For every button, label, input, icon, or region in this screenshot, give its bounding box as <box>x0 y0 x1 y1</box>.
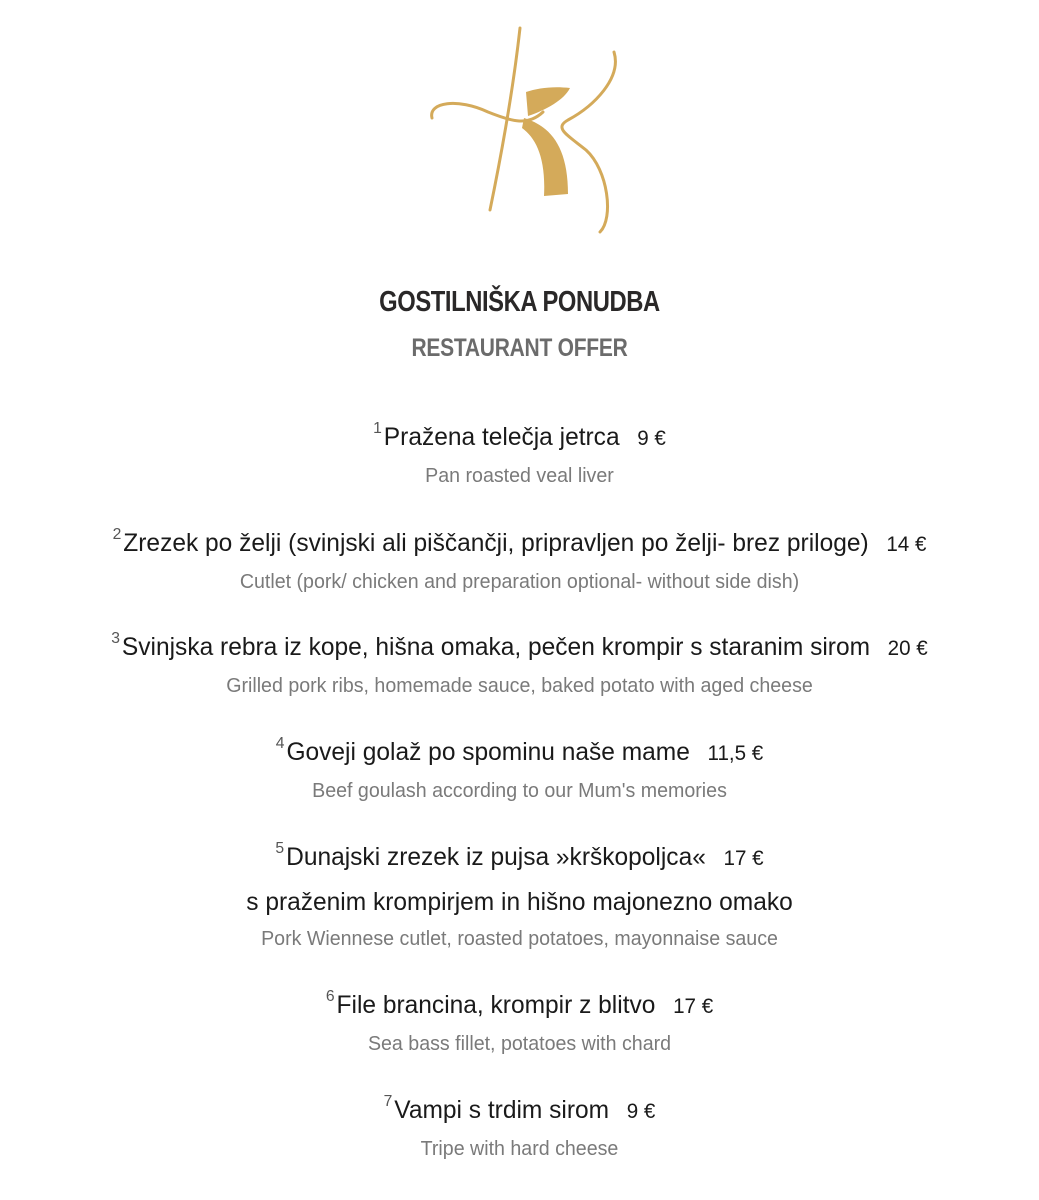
menu-item <box>0 832 1039 953</box>
item-number: 1 <box>373 420 382 437</box>
dish-price: 9 € <box>626 1100 656 1123</box>
dish-translation: Grilled pork ribs, homemade sauce, baked potato with aged cheese <box>226 675 813 697</box>
dish-name-line <box>10 622 1029 666</box>
item-number: 2 <box>112 526 122 543</box>
dish-name: File brancina, krompir z blitvo <box>336 991 656 1019</box>
item-number: 6 <box>325 988 335 1005</box>
dish-translation: Beef goulash according to our Mum's memories <box>312 780 727 802</box>
dish-translation: Pork Wiennese cutlet, roasted potatoes, mayonnaise sauce <box>261 928 778 950</box>
dish-price: 17 € <box>723 847 764 870</box>
dish-name-line <box>10 518 1029 562</box>
menu-item <box>0 622 1039 700</box>
dish-price: 14 € <box>886 533 927 556</box>
dish-name: Vampi s trdim sirom <box>394 1096 610 1124</box>
page-title: GOSTILNIŠKA PONUDBA <box>379 286 660 318</box>
menu-item <box>0 1085 1039 1163</box>
dish-name: Zrezek po želji (svinjski ali piščančji, pripravljen po želji- brez priloge) <box>123 529 869 557</box>
dish-name: Goveji golaž po spominu naše mame <box>286 738 690 766</box>
item-number: 5 <box>275 840 285 857</box>
menu-item <box>0 980 1039 1058</box>
dish-translation: Sea bass fillet, potatoes with chard <box>367 1033 672 1055</box>
dish-name: Dunajski zrezek iz pujsa »krškopoljca« <box>286 843 706 871</box>
item-number: 3 <box>111 630 120 647</box>
dish-translation: Cutlet (pork/ chicken and preparation optional- without side dish) <box>239 571 800 593</box>
dish-name-line <box>10 1085 1029 1129</box>
dish-price: 9 € <box>637 427 666 450</box>
k-monogram-icon <box>418 22 618 240</box>
dish-name-continued: s praženim krompirjem in hišno majonezno omako <box>246 888 793 916</box>
dish-name-line <box>10 727 1029 771</box>
dish-price: 11,5 € <box>707 742 764 765</box>
dish-price: 17 € <box>673 995 714 1018</box>
dish-translation: Pan roasted veal liver <box>425 465 614 487</box>
dish-name: Svinjska rebra iz kope, hišna omaka, pečen krompir s staranim sirom <box>121 633 871 661</box>
item-number: 7 <box>383 1093 393 1110</box>
item-number: 4 <box>275 735 285 752</box>
dish-name-line <box>10 412 1029 456</box>
menu-item <box>0 727 1039 805</box>
menu-item <box>0 518 1039 596</box>
dish-name-line <box>10 832 1029 876</box>
dish-name-line <box>10 980 1029 1024</box>
dish-name: Pražena telečja jetrca <box>383 423 620 451</box>
menu-header <box>0 282 1039 366</box>
dish-translation: Tripe with hard cheese <box>420 1138 619 1160</box>
dish-price: 20 € <box>887 637 928 660</box>
page-subtitle: RESTAURANT OFFER <box>411 334 628 362</box>
menu-item <box>0 412 1039 490</box>
